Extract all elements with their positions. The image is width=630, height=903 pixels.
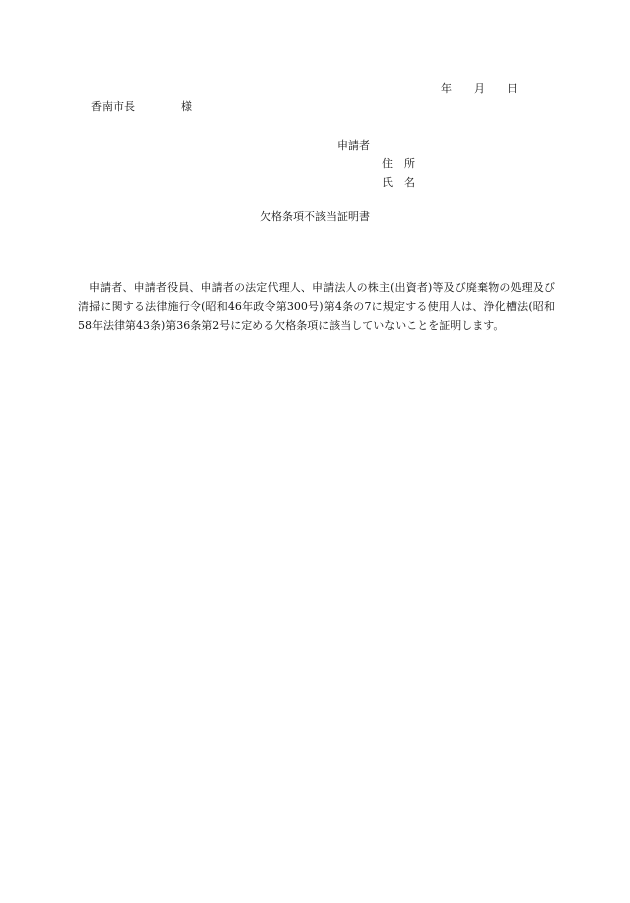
address-label-char-2: 所 bbox=[404, 157, 415, 170]
date-year: 年 bbox=[441, 82, 452, 95]
addressee-name: 香南市長 bbox=[91, 100, 135, 113]
date-day: 日 bbox=[507, 82, 518, 95]
name-label-char-1: 氏 bbox=[382, 176, 393, 189]
address-label-char-1: 住 bbox=[382, 157, 393, 170]
document-title: 欠格条項不該当証明書 bbox=[260, 210, 370, 223]
date-line bbox=[441, 82, 518, 96]
certification-body: 申請者、申請者役員、申請者の法定代理人、申請法人の株主(出資者)等及び廃棄物の処理及び清掃に関する法律施行令(昭和46年政令第300号)第4条の7に規定する使用人は、浄化槽法(昭和58年法律第43条)第36条第2号に定める欠格条項に該当していないことを証明します。 bbox=[78, 281, 555, 332]
addressee-honorific: 様 bbox=[181, 100, 192, 113]
name-label bbox=[382, 176, 415, 190]
name-label-char-2: 名 bbox=[404, 176, 415, 189]
date-month: 月 bbox=[474, 82, 485, 95]
addressee-line bbox=[91, 100, 192, 114]
applicant-label: 申請者 bbox=[337, 139, 370, 152]
address-label bbox=[382, 157, 415, 171]
